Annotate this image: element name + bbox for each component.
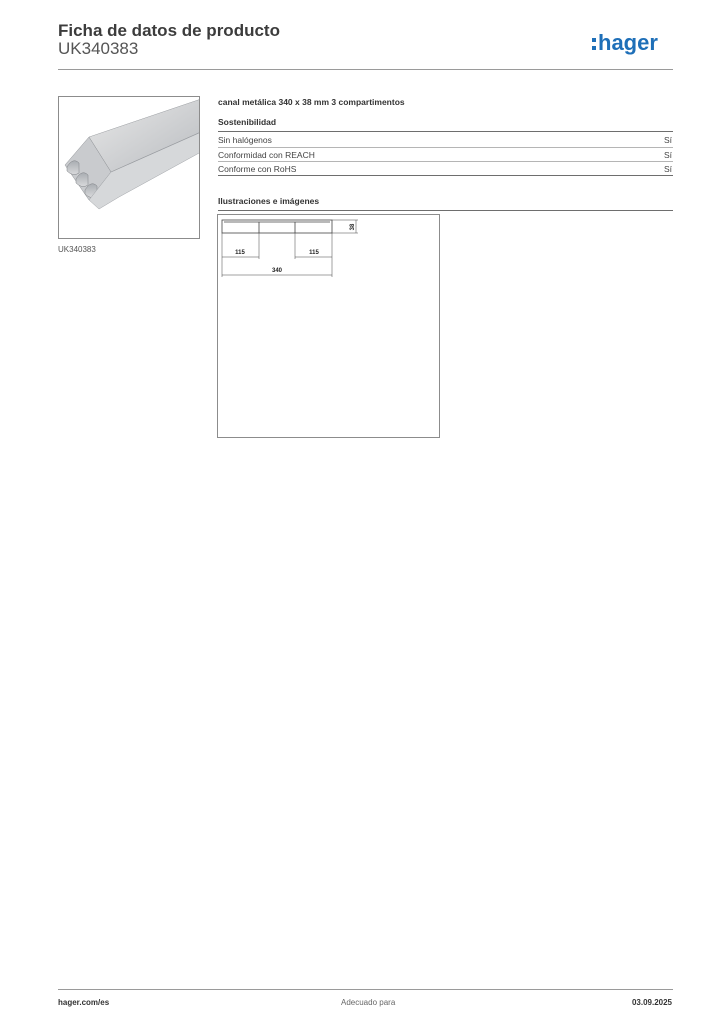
product-reference: UK340383: [58, 39, 139, 58]
spec-value-reach: Sí: [663, 150, 672, 160]
cable-trunking-illustration: [59, 97, 200, 239]
spec-value-rohs: Sí: [663, 164, 672, 174]
product-image: [58, 96, 200, 239]
header-divider: [58, 69, 673, 70]
logo-wordmark: hager: [598, 30, 658, 55]
footer-suitable-for: Adecuado para: [341, 998, 396, 1007]
product-description: canal metálica 340 x 38 mm 3 compartimentos: [218, 97, 405, 107]
dimension-drawing-svg: [218, 215, 441, 439]
footer-date: 03.09.2025: [631, 998, 672, 1007]
spec-value-halogen: Sí: [663, 135, 672, 145]
section-divider: [218, 210, 673, 211]
row-divider: [218, 147, 673, 148]
section-title-sustainability: Sostenibilidad: [218, 117, 277, 127]
dim-height: 38: [350, 223, 356, 231]
dim-right-compartment: 115: [309, 250, 319, 256]
product-image-caption: UK340383: [58, 245, 96, 254]
page-title: Ficha de datos de producto: [58, 21, 280, 40]
dim-left-compartment: 115: [235, 250, 245, 256]
footer-divider: [58, 989, 673, 990]
section-divider: [218, 131, 673, 132]
section-title-illustrations: Ilustraciones e imágenes: [218, 196, 320, 206]
dim-total-width: 340: [271, 268, 283, 274]
footer-website: hager.com/es: [58, 998, 110, 1007]
spec-label-rohs: Conforme con RoHS: [218, 164, 297, 174]
spec-label-halogen: Sin halógenos: [218, 135, 272, 145]
hager-logo: [592, 27, 676, 57]
row-divider: [218, 161, 673, 162]
spec-label-reach: Conformidad con REACH: [218, 150, 315, 160]
section-divider: [218, 175, 673, 176]
dimension-drawing: [217, 214, 440, 438]
